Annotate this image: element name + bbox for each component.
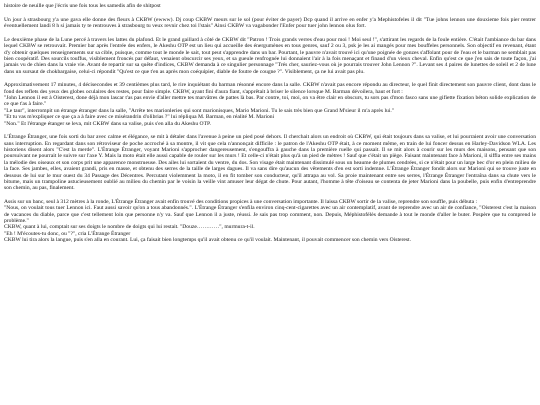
- paragraph: Le deuxième phase de la Lune percé à travers les lattes du plafond. Et le grand gaillard à côté de CKBW dit "Patron ! Trois grands verres d'eau pour moi ! Moi seul !", s'attirant les regards de la foule entière. C'était l'ambiance du bar dans lequel CKBW se retrouvait. Premier bar après l'entrée des enfers, le Akeshu OTP est un lieu qui accueille des énergumènes en tous genres, sauf 2 ou 3, psk je les ai mangés pour mes bouffeles personnels. Son objectif en revenant, étant d'y obtenir quelques renseignements sur sa cible, puisque, comme tout le monde le sait, tout peut s'apprendre dans un bar. Pourtant, le pauvre n'avait trouvé ici qu'une poignée de gonzes s'affolant pour de l'eau et le barman ne semblait pas bien coopératif. Des sourcils touffus, visiblement froncés par défaut, venaient obscurcir ses yeux, et sa gueule renfrognée lui donnaient l'air à la fois menaçant et finaud d'un vieux cheval. Enfin qu'est ce que j'en sais de toute façon, j'ai jamais vu de chien dans la vraie vie. Avant de repartir sur sa quête d'indices, CKBW demanda à ce singulier personnage "Trés cher, sauriez-vous où je pourrais trouver John Lennon ?". Levant ses 4 paires de lunettes de soleil et 2 de lune dans un sursaut de chokbargaise, celui-ci répondit "Qu'est ce que t'en as après mon coéquipier, diable de foutre de cougne ?". Visiblement, ça ne lui avait pas plu.: [4, 36, 536, 75]
- document-body: [4, 17, 536, 244]
- paragraph: Approximativement 17 minutes, 4 décisecondes et 39 centièmes plus tard, le rire inquiétant du barman résonné encore dans la salle. CKBW n'avait pas encore répondu au directeur, le quel finit directement son pauvre client, dont dans le fond des reflets des yeux des globes oculaires des restes, pour faire simple. CKBW, ayant fini d'aura fiant, s'apprêtait à briser le silence lorsque M. Barman dévoilera, haut et fort : "John Lennon il est à Oisterest, done déjà mon lascar t'as pas envie d'aller mettre tes marvâtres de pattes là bas. Par contre, toi, moi, on va être clair en obscurs, tu sors pas d'mon fasco sans une gifiette fixation béton solide explication de ce que t'as à faire." "Le taur", interrompit un étrange étranger dans la salle, "Arrête tes marionleries qui sont marionisques, Mario Marioni. Tu le sais très bien que Grand M'sieur il m'a après lui." "Et tu vas m'expliquer ce que ça a à faire avec ce misérandrin d'olibrias ?" lui répliqua M. Barman, en réalité M. Marioni "Non." Et l'étrange étanger se leva, mit CKBW dans sa valise, puis s'en alla du Akeshu OTP.: [4, 82, 536, 127]
- paragraph: L'Étrange Étranger, une fois sorti du bar avec calme et élégance, se mit à détaler dans l'avenue à peine un pied posé dehors. Il cherchait alors un endroit où CKBW, qui était toujours dans sa valise, et lui pourraient avoir une conversation sans interruption. En regardant dans son rétroviseur de poche accroché à sa montre, il vit que cela n'annonçait difficile : le patron de l'Akeshu OTP était, à ce moment même, en train de lui foncer dessus en Harley-Davidson WLA. Les historiens disent alors "C'est la merde". L'Étrange Étranger, voyant Marioni s'approcher dangereusement, s'engouffra à gauche dans la première ruelle qui passait. Il se mit alors à courir sur les murs des maisons, pensant que son poursuivant ne pourrait le suivre sur l'axe Y. Mais la moto était elle aussi capable de rouler sur les murs ! Et celle-ci n'était plus qu'à un pied de mètres ! Sauf que c'était un piège. Faisant maintenant face à Marioni, il siffla entre ses mains la mélodie des oiseaux et son corps prit une apparence monstrueuse. Des ailes lui sortaient du ventre, du dos. Son visage était maintenant dissimulé sous un heaume de plumes cendrées, si ce n'était pour un large bec d'or en plein milieu de la face. Ses jambes, elles, avaient grandi, pris en masse, et obtenu des serres de la taille de larges dagues. Il va sans dire qu'aucun des vêtements d'en est sorti indemne. L'Étrange Étranger fondit alors sur Marioni qui se trouve juste en dessous de lui sur le mur ouest du 34 Passage des Décentres. Percutant violemment la moto, il en fit tomber son conducteur, qu'il attrapa au vol. Sa proie maintenant entre ses serres, l'Étrange Étranger l'entraîna dans sa chute vers le bitume, mais un trampoline astucieusement oublié au milieu du chemin par le voisin la veille vint amuser leur dégat de chute. Pour autant, l'homme à tête d'oiseau se contenta de jeter Marioni dans la poubelle, puis enfin d'entreprendre son chemin, au pas, finalement.: [4, 134, 536, 192]
- paragraph: Un jour à strasbourg y'a une gava elle donne des fleurs à CKBW (ewww). Dj coup CKBW meurs sur le sol (pour éviter de payer) Dcp quand il arrive en enfer y'a Mephistofeles il dit "Tue johns lennon une douxieme fois pier rentrer éventuellement landi 8 h si jamais ty te rentrouves à strasbourg tu veux revnir chez toi l'stais" Ainsi CKBW va vagabonder l'Enfer pour tuer john lennon olus fort.: [4, 17, 536, 30]
- document-title: histoire de neuille que j'écris une fois tous les samedis afin de shitpost: [4, 3, 161, 9]
- paragraph: Assis sur un banc, seul à 312 mètres à la ronde, L'Étrange Étranger avait enfin trouvé des conditions propices à une conversation importante. Il laissa CKBW sortir de la valise, reprendre son souffle, puis débuta : "Nous, on voulait tous tuer Lennon ici. Faut aussi savoir qu'on a tous abandonnés.". L'Étrange Étranger s'enfila environ cinq-cent-cigarettes avec un air contemplatif, avant de reprendre avec un air de confiance, "Oisterest c'est la maison de vacances du diable, parce que c'est tellement loin que personne n'y va. Sauf que Lennon il a juste, réussi. Je sais pas trop comment, non. Depuis, Méphistofélès demande à tout le monde d'aller le buter. Pospère que tu comprend le problème." CKBW, quant à lui, comptait sur ses doigts le nombre de doigts qui lui restait. "Douze…………", murmura-t-il. "Eh ! M'écoutes-tu donc, ou "?", cria L'Étrange Étranger CKBW lui tira alors la langue, puis s'en alla en courant. Lui, ça faisait bien longtemps qu'il avait obtenu ce qu'il voulait. Maintenant, il pouvait commencer son chemin vers Oisterest.: [4, 198, 536, 244]
